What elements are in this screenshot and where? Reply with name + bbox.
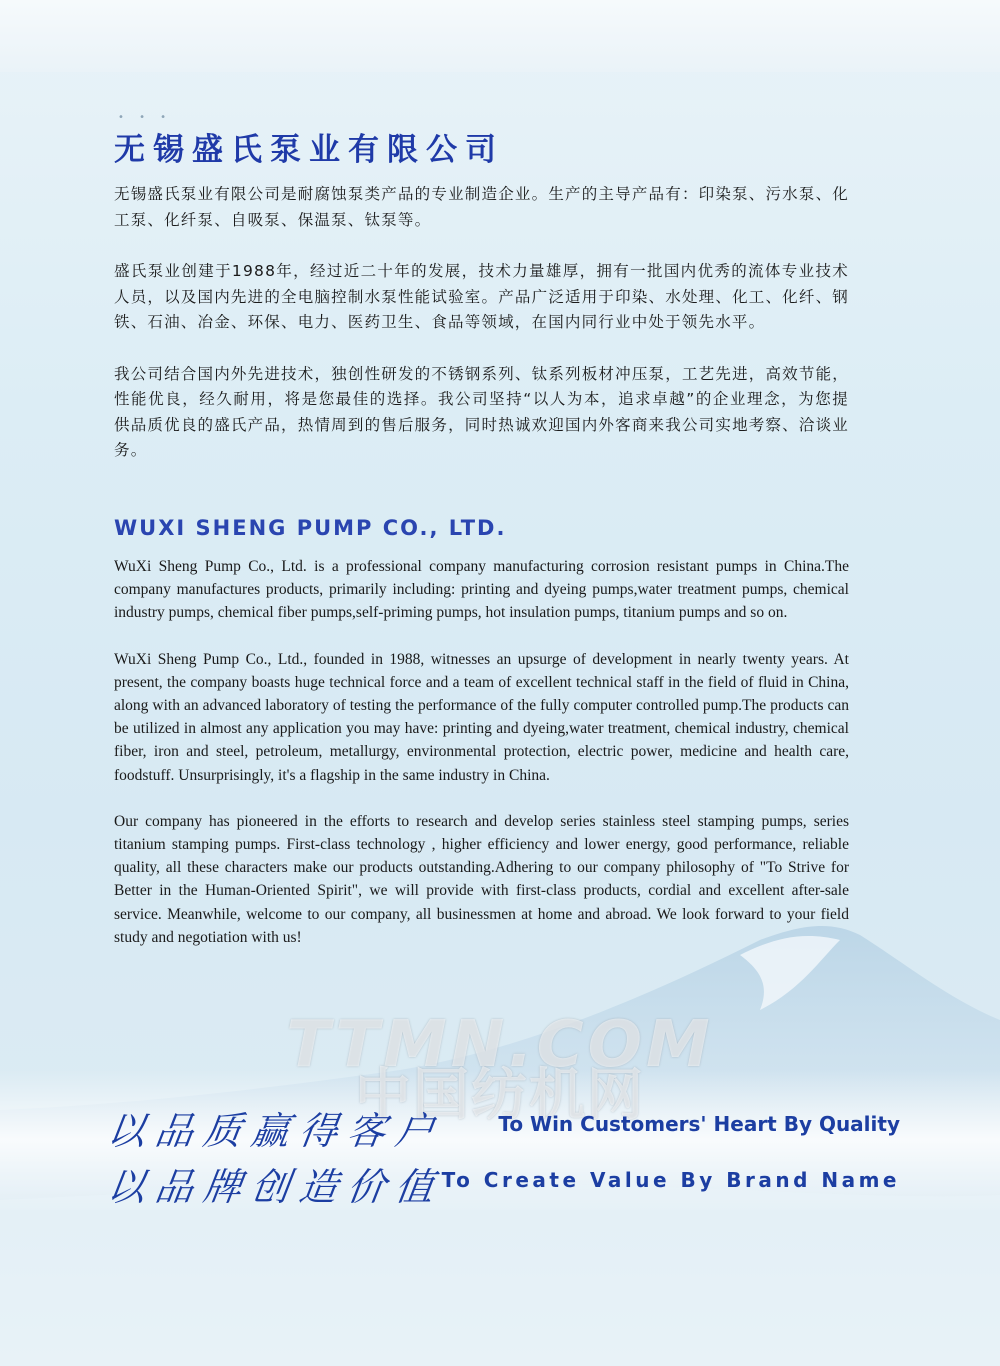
cn-paragraph-3: 我公司结合国内外先进技术，独创性研发的不锈钢系列、钛系列板材冲压泵，工艺先进，高效节能，性能优良，经久耐用，将是您最佳的选择。我公司坚持“以人为本，追求卓越”的企业理念，为您提供品质优良的盛氏产品，热情周到的售后服务，同时热诚欢迎国内外客商来我公司实地考察、洽谈业务。 <box>114 364 849 459</box>
en-paragraph-2: WuXi Sheng Pump Co., Ltd., founded in 1988, witnesses an upsurge of development in nearly twenty years. At present, the company boasts huge technical force and a team of excellent technical staff in the field of fluid in China, along with an advanced laboratory of testing the performance of the fully computer controlled pump.The products can be utilized in almost any application you may have: printing and dyeing,water treatment, chemical industry, chemical fiber, iron and steel, petroleum, metallurgy, environmental protection, electric power, medicine and health care, foodstuff. Unsurprisingly, it's a flagship in the same industry in China. <box>114 650 849 784</box>
decorative-dots: • • • <box>118 112 173 123</box>
top-band <box>0 0 1000 72</box>
slogan-quality-english: To Win Customers' Heart By Quality <box>498 1112 900 1136</box>
slogan-brand-chinese: 以品牌创造价值 <box>104 1165 447 1209</box>
slogan-quality-chinese: 以品质赢得客户 <box>104 1109 447 1153</box>
english-description <box>114 555 849 972</box>
cn-paragraph-1: 无锡盛氏泵业有限公司是耐腐蚀泵类产品的专业制造企业。生产的主导产品有：印染泵、污水泵、化工泵、化纤泵、自吸泵、保温泵、钛泵等。 <box>114 185 849 229</box>
en-paragraph-1: WuXi Sheng Pump Co., Ltd. is a professional company manufacturing corrosion resistant pumps in China.The company manufactures products, primarily including: printing and dyeing pumps,water treatment pumps, chemical industry pumps, chemical fiber pumps,self-priming pumps, hot insulation pumps, titanium pumps and so on. <box>114 558 849 622</box>
company-title-english: WUXI SHENG PUMP CO., LTD. <box>114 516 507 540</box>
company-title-chinese: 无锡盛氏泵业有限公司 <box>114 132 504 168</box>
cn-paragraph-2: 盛氏泵业创建于1988年，经过近二十年的发展，技术力量雄厚，拥有一批国内优秀的流体专业技术人员，以及国内先进的全电脑控制水泵性能试验室。产品广泛适用于印染、水处理、化工、化纤、钢铁、石油、冶金、环保、电力、医药卫生、食品等领域，在国内同行业中处于领先水平。 <box>114 262 849 331</box>
chinese-description <box>114 182 849 490</box>
slogan-brand-english: To Create Value By Brand Name <box>441 1168 900 1192</box>
watermark-chinese: 中国纺机网 <box>355 1063 645 1128</box>
slogan-quality <box>104 1100 908 1156</box>
en-paragraph-3: Our company has pioneered in the efforts to research and develop series stainless steel stamping pumps, series titanium stamping pumps. First-class technology , higher efficiency and lower energy, good performance, reliable quality, all these characters make our products outstanding.Adhering to our company philosophy of "To Strive for Better in the Human-Oriented Spirit", we will provide with first-class products, cordial and excellent after-sale service. Meanwhile, welcome to our company, all businessmen at home and abroad. We look forward to your field study and negotiation with us! <box>114 812 849 946</box>
watermark-english: TTMN.COM <box>286 1008 714 1082</box>
slogan-brand <box>104 1156 908 1212</box>
